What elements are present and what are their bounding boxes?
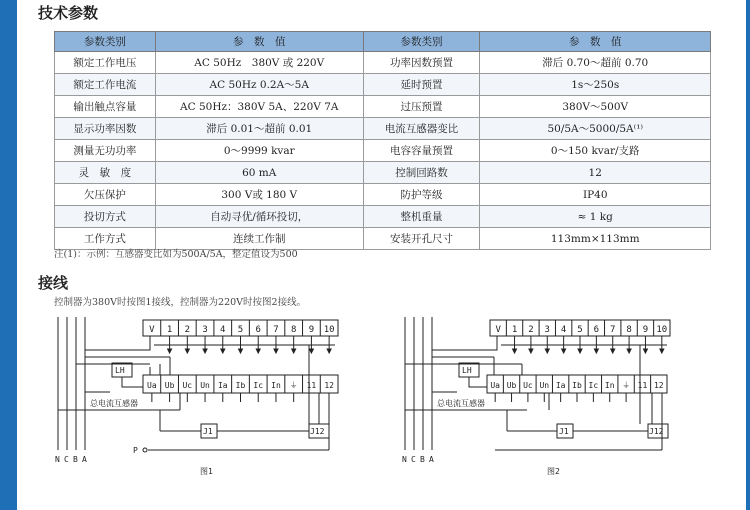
top-terminal-label: V [495,325,501,335]
param-value-cell: 12 [480,162,711,184]
right-accent-bar [746,0,750,510]
bottom-terminal-label: ⏚ [289,381,298,390]
param-category-cell: 工作方式 [55,228,156,250]
table-row [55,162,711,184]
figure-caption: 图1 [200,467,213,476]
relay-j1-label: J1 [203,427,213,436]
bottom-terminal-label: Ic [588,381,599,390]
param-category-cell: 安装开孔尺寸 [363,228,480,250]
param-category-cell: 额定工作电压 [55,52,156,74]
line-label-b: B [420,455,425,464]
line-label-a: A [429,455,434,464]
param-category-cell: 投切方式 [55,206,156,228]
param-value-cell: 滞后 0.01～超前 0.01 [155,118,363,140]
top-terminal-label: 6 [255,325,261,335]
param-value-cell: 连续工作制 [155,228,363,250]
line-label-c: C [411,455,416,464]
relay-j12-label: J12 [649,427,664,436]
top-terminal-label: 10 [323,325,335,335]
top-terminal-label: 8 [626,325,632,335]
param-value-cell: ≈ 1 kg [480,206,711,228]
top-terminal-label: 9 [642,325,649,335]
relay-j12-label: J12 [310,427,325,436]
left-accent-bar [0,0,17,510]
top-terminal-label: 5 [577,325,583,335]
top-terminal-label: 9 [308,325,315,335]
param-value-cell: IP40 [480,184,711,206]
top-terminal-label: 4 [220,325,226,335]
table-row [55,74,711,96]
param-value-cell: 滞后 0.70～超前 0.70 [480,52,711,74]
top-terminal-label: 7 [610,325,616,335]
param-category-cell: 额定工作电流 [55,74,156,96]
relay-j1-label: J1 [559,427,569,436]
table-row [55,140,711,162]
top-terminal-label: 5 [237,325,244,335]
section-title-wiring: 接线 [38,274,69,292]
figure-caption: 图2 [547,467,560,476]
line-label-n: N [55,455,60,464]
top-terminal-label: 1 [511,325,518,335]
bottom-terminal-label: 12 [653,381,664,390]
bottom-terminal-label: Uc [523,381,533,390]
top-terminal-label: 2 [184,325,191,335]
bottom-terminal-label: 12 [324,381,334,390]
bottom-terminal-label: Ua [147,381,157,390]
param-category-cell: 电流互感器变比 [363,118,480,140]
top-terminal-label: 7 [273,325,279,335]
param-value-cell: 50/5A～5000/5A⁽¹⁾ [480,118,711,140]
param-value-cell: 0～150 kvar/支路 [480,140,711,162]
line-label-c: C [64,455,69,464]
header-cell: 参 数 值 [155,32,363,52]
param-category-cell: 整机重量 [363,206,480,228]
table-row [55,184,711,206]
param-category-cell: 灵 敏 度 [55,162,156,184]
top-terminal-label: V [149,325,155,335]
bottom-terminal-label: Un [539,381,550,390]
param-category-cell: 电容容量预置 [363,140,480,162]
param-category-cell: 欠压保护 [55,184,156,206]
bottom-terminal-label: Ua [490,381,501,390]
param-value-cell: 1s～250s [480,74,711,96]
bottom-terminal-label: Ia [217,381,228,390]
bottom-terminal-label: ⏚ [622,381,631,390]
wiring-diagram-2 [397,312,707,482]
lh-label: LH [462,366,472,375]
table-header-row [55,32,711,52]
param-value-cell: 380V～500V [480,96,711,118]
section-title-params: 技术参数 [38,4,99,22]
bottom-terminal-label: Un [200,381,210,390]
top-terminal-label: 8 [290,325,297,335]
param-value-cell: 60 mA [155,162,363,184]
table-row [55,118,711,140]
top-terminal-label: 10 [656,325,668,335]
header-cell: 参 数 值 [480,32,711,52]
table-row [55,96,711,118]
top-terminal-label: 4 [560,325,567,335]
bottom-terminal-label: Ib [572,381,582,390]
line-label-b: B [73,455,78,464]
wiring-diagram-1 [50,312,360,482]
param-value-cell: 自动寻优/循环投切， [155,206,363,228]
param-value-cell: 0～9999 kvar [155,140,363,162]
table-footnote: 注(1)：示例：互感器变比如为500A/5A，整定值设为500 [54,249,298,260]
param-category-cell: 测量无功功率 [55,140,156,162]
table-row [55,206,711,228]
top-terminal-label: 6 [593,325,600,335]
top-terminal-label: 2 [528,325,534,335]
bottom-terminal-label: Ub [164,381,175,390]
ct-label: 总电流互感器 [90,399,138,408]
param-value-cell: AC 50Hz 0.2A～5A [155,74,363,96]
param-category-cell: 显示功率因数 [55,118,156,140]
param-value-cell: 113mm×113mm [480,228,711,250]
bottom-terminal-label: In [271,381,281,390]
header-cell: 参数类别 [55,32,156,52]
param-value-cell: AC 50Hz 380V 或 220V [155,52,363,74]
top-terminal-label: 3 [202,325,208,335]
param-value-cell: 300 V或 180 V [155,184,363,206]
table-row [55,52,711,74]
param-category-cell: 控制回路数 [363,162,480,184]
top-terminal-label: 1 [166,325,173,335]
param-value-cell: AC 50Hz：380V 5A、220V 7A [155,96,363,118]
ct-label: 总电流互感器 [437,399,485,408]
param-category-cell: 过压预置 [363,96,480,118]
wiring-description: 控制器为380V时按图1接线，控制器为220V时按图2接线。 [54,297,307,308]
bottom-terminal-label: 11 [306,381,317,390]
bottom-terminal-label: Ub [506,381,517,390]
params-table [54,31,711,250]
param-category-cell: 功率因数预置 [363,52,480,74]
bottom-terminal-label: In [604,381,615,390]
bottom-terminal-label: Ib [235,381,246,390]
top-terminal-label: 3 [544,325,550,335]
bottom-terminal-label: Uc [182,381,193,390]
line-label-n: N [402,455,407,464]
bottom-terminal-label: Ia [555,381,566,390]
param-category-cell: 防护等级 [363,184,480,206]
p-label: P [133,446,138,455]
bottom-terminal-label: Ic [253,381,264,390]
param-category-cell: 输出触点容量 [55,96,156,118]
header-cell: 参数类别 [363,32,480,52]
param-category-cell: 延时预置 [363,74,480,96]
bottom-terminal-label: 11 [637,381,648,390]
line-label-a: A [82,455,87,464]
lh-label: LH [115,366,125,375]
